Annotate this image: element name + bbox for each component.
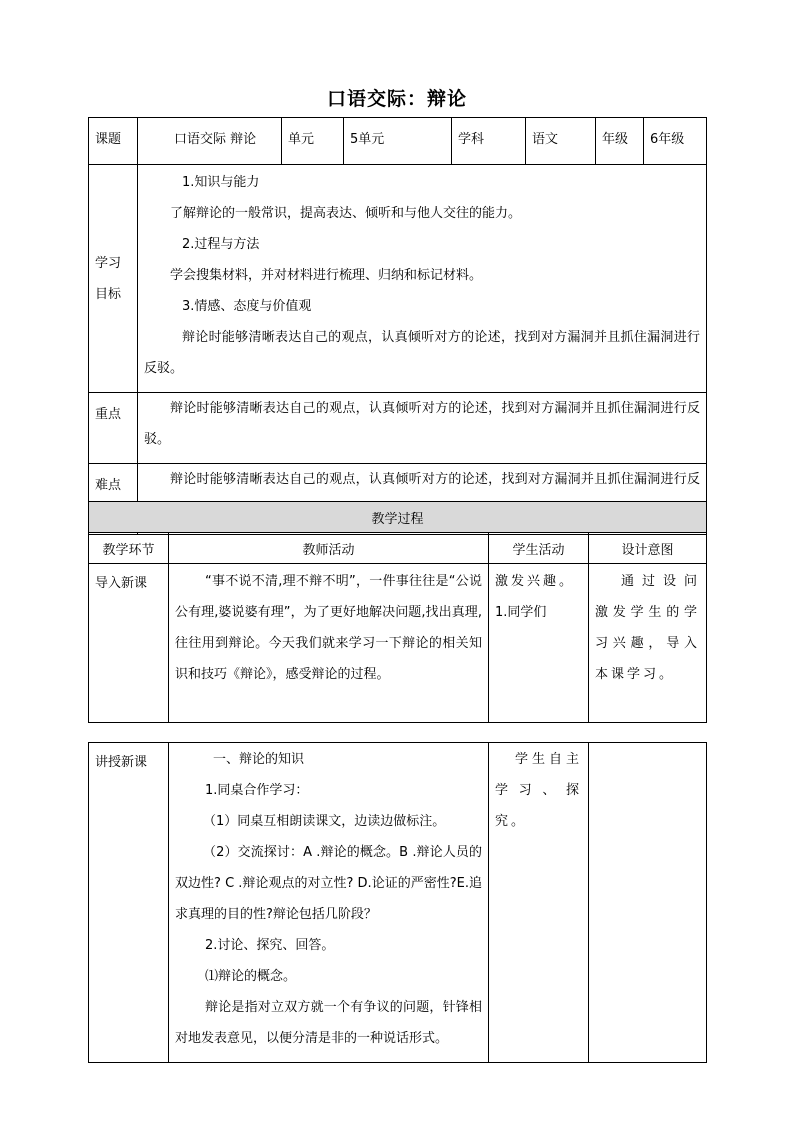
column-header: 学生活动 xyxy=(489,533,589,564)
column-header: 教学环节 xyxy=(89,533,169,564)
key-point-row xyxy=(89,393,707,464)
teacher-line: ⑴辩论的概念。 xyxy=(205,969,297,984)
column-header: 教师活动 xyxy=(169,533,489,564)
objectives-label: 学习 目标 xyxy=(89,165,138,393)
objectives-content xyxy=(138,165,707,393)
objective-item: 1.知识与能力 xyxy=(182,175,260,190)
intro-stage: 导入新课 xyxy=(89,564,169,723)
objective-item: 辩论时能够清晰表达自己的观点，认真倾听对方的论述，找到对方漏洞并且抓住漏洞进行反驳。 xyxy=(144,330,700,376)
intro-design-intent: 通过设问激发学生的学习兴趣，导入本课学习。 xyxy=(589,564,707,723)
teach-design-intent xyxy=(589,743,707,1063)
teaching-process-table xyxy=(88,501,707,723)
lesson-info-table xyxy=(88,117,707,535)
page-title: 口语交际：辩论 xyxy=(326,88,467,110)
column-header: 设计意图 xyxy=(589,533,707,564)
difficulty-label: 难点 xyxy=(89,464,138,535)
teacher-line: 一、辩论的知识 xyxy=(213,752,305,767)
teaching-process-continued-table xyxy=(88,742,707,1063)
lesson-value: 口语交际 辩论 xyxy=(138,118,282,165)
teach-teacher-activity xyxy=(169,743,489,1063)
process-column-headers xyxy=(89,533,707,564)
difficulty-text: 辩论时能够清晰表达自己的观点，认真倾听对方的论述，找到对方漏洞并且抓住漏洞进行反 xyxy=(138,464,707,535)
process-heading: 教学过程 xyxy=(89,502,707,533)
lesson-label: 课题 xyxy=(89,118,138,165)
objective-item: 了解辩论的一般常识，提高表达、倾听和与他人交往的能力。 xyxy=(170,206,522,221)
key-point-text: 辩论时能够清晰表达自己的观点，认真倾听对方的论述，找到对方漏洞并且抓住漏洞进行反驳。 xyxy=(138,393,707,464)
objective-item: 2.过程与方法 xyxy=(182,237,260,252)
teacher-line: （2）交流探讨：A .辩论的概念。B .辩论人员的双边性? C .辩论观点的对立性? D.论证的严密性?E.追求真理的目的性?辩论包括几阶段？ xyxy=(175,845,482,922)
grade-value: 6年级 xyxy=(644,118,707,165)
teach-row xyxy=(89,743,707,1063)
objective-item: 学会搜集材料，并对材料进行梳理、归纳和标记材料。 xyxy=(170,268,483,283)
objective-item: 3.情感、态度与价值观 xyxy=(182,299,312,314)
subject-label: 学科 xyxy=(452,118,526,165)
intro-teacher-activity: “事不说不清,理不辩不明”，一件事往往是“公说公有理,婆说婆有理”，为了更好地解决问题,找出真理,往往用到辩论。今天我们就来学习一下辩论的相关知识和技巧《辩论》，感受辩论的过程。 xyxy=(169,564,489,723)
teacher-line: （1）同桌互相朗读课文，边读边做标注。 xyxy=(203,814,446,829)
key-point-label: 重点 xyxy=(89,393,138,464)
subject-value: 语文 xyxy=(526,118,596,165)
intro-row xyxy=(89,564,707,723)
teach-student-activity: 学生自主学习、探究。 xyxy=(489,743,589,1063)
teacher-line: 1.同桌合作学习： xyxy=(205,783,309,798)
unit-value: 5单元 xyxy=(344,118,452,165)
unit-label: 单元 xyxy=(282,118,344,165)
intro-student-activity: 激发兴趣。 1.同学们 xyxy=(489,564,589,723)
header-row xyxy=(89,118,707,165)
teach-stage: 讲授新课 xyxy=(89,743,169,1063)
process-heading-row xyxy=(89,502,707,533)
objectives-row xyxy=(89,165,707,393)
teacher-line: 辩论是指对立双方就一个有争议的问题，针锋相对地发表意见，以便分清是非的一种说话形式。 xyxy=(175,1000,482,1046)
teacher-line: 2.讨论、探究、回答。 xyxy=(205,938,335,953)
grade-label: 年级 xyxy=(596,118,644,165)
